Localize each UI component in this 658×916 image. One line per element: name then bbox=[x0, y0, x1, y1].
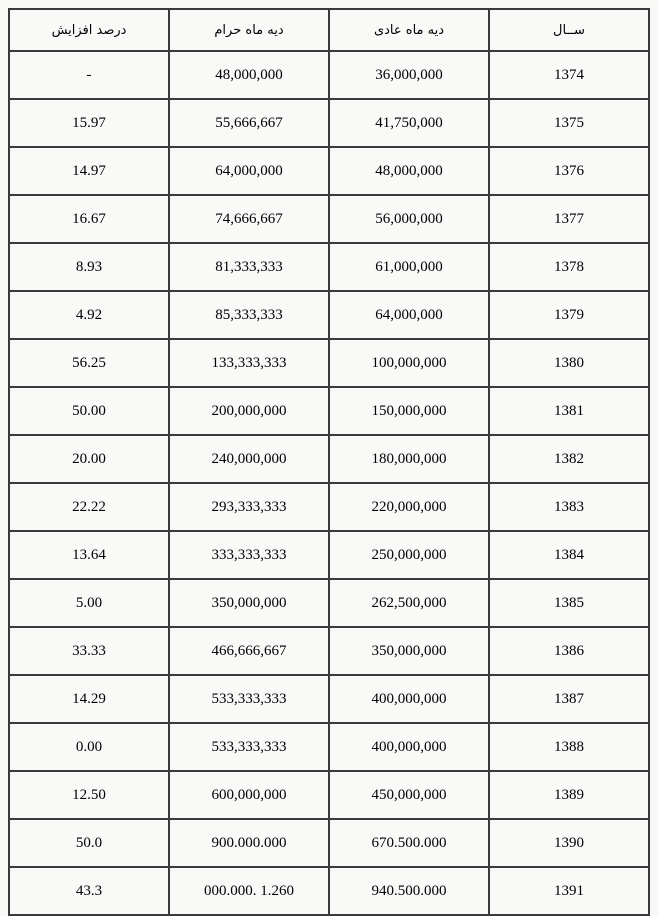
cell-year: 1376 bbox=[489, 147, 649, 195]
cell-normal: 100,000,000 bbox=[329, 339, 489, 387]
table-body bbox=[9, 51, 649, 915]
cell-year: 1384 bbox=[489, 531, 649, 579]
cell-normal: 400,000,000 bbox=[329, 675, 489, 723]
cell-haram: 85,333,333 bbox=[169, 291, 329, 339]
cell-normal: 180,000,000 bbox=[329, 435, 489, 483]
cell-normal: 262,500,000 bbox=[329, 579, 489, 627]
cell-percent: 50.0 bbox=[9, 819, 169, 867]
cell-year: 1388 bbox=[489, 723, 649, 771]
cell-normal: 670.500.000 bbox=[329, 819, 489, 867]
cell-normal: 56,000,000 bbox=[329, 195, 489, 243]
table-row bbox=[9, 579, 649, 627]
table-row bbox=[9, 867, 649, 915]
cell-haram: 533,333,333 bbox=[169, 675, 329, 723]
cell-percent: 5.00 bbox=[9, 579, 169, 627]
cell-year: 1390 bbox=[489, 819, 649, 867]
table-row bbox=[9, 291, 649, 339]
cell-percent: 12.50 bbox=[9, 771, 169, 819]
cell-haram: 64,000,000 bbox=[169, 147, 329, 195]
cell-year: 1381 bbox=[489, 387, 649, 435]
header-row bbox=[9, 9, 649, 51]
table-row bbox=[9, 531, 649, 579]
cell-year: 1385 bbox=[489, 579, 649, 627]
cell-haram: 900.000.000 bbox=[169, 819, 329, 867]
cell-percent: 56.25 bbox=[9, 339, 169, 387]
cell-haram: 55,666,667 bbox=[169, 99, 329, 147]
cell-normal: 48,000,000 bbox=[329, 147, 489, 195]
table-row bbox=[9, 675, 649, 723]
cell-percent: 15.97 bbox=[9, 99, 169, 147]
cell-percent: 4.92 bbox=[9, 291, 169, 339]
cell-haram: 533,333,333 bbox=[169, 723, 329, 771]
cell-year: 1382 bbox=[489, 435, 649, 483]
cell-haram: 350,000,000 bbox=[169, 579, 329, 627]
cell-year: 1380 bbox=[489, 339, 649, 387]
table-row bbox=[9, 723, 649, 771]
cell-haram: 48,000,000 bbox=[169, 51, 329, 99]
cell-normal: 220,000,000 bbox=[329, 483, 489, 531]
cell-haram: 293,333,333 bbox=[169, 483, 329, 531]
cell-percent: 0.00 bbox=[9, 723, 169, 771]
cell-percent: - bbox=[9, 51, 169, 99]
cell-normal: 41,750,000 bbox=[329, 99, 489, 147]
cell-year: 1391 bbox=[489, 867, 649, 915]
table-row bbox=[9, 483, 649, 531]
cell-haram: 133,333,333 bbox=[169, 339, 329, 387]
cell-normal: 350,000,000 bbox=[329, 627, 489, 675]
cell-year: 1379 bbox=[489, 291, 649, 339]
cell-year: 1389 bbox=[489, 771, 649, 819]
column-header-normal: دیه ماه عادی bbox=[329, 9, 489, 51]
cell-percent: 14.97 bbox=[9, 147, 169, 195]
cell-normal: 61,000,000 bbox=[329, 243, 489, 291]
table-row bbox=[9, 819, 649, 867]
table-row bbox=[9, 339, 649, 387]
diya-table-container bbox=[8, 8, 650, 916]
cell-percent: 16.67 bbox=[9, 195, 169, 243]
cell-haram: 466,666,667 bbox=[169, 627, 329, 675]
cell-year: 1386 bbox=[489, 627, 649, 675]
cell-normal: 64,000,000 bbox=[329, 291, 489, 339]
table-row bbox=[9, 627, 649, 675]
cell-haram: 81,333,333 bbox=[169, 243, 329, 291]
cell-year: 1374 bbox=[489, 51, 649, 99]
cell-year: 1375 bbox=[489, 99, 649, 147]
cell-percent: 43.3 bbox=[9, 867, 169, 915]
cell-normal: 450,000,000 bbox=[329, 771, 489, 819]
cell-haram: 200,000,000 bbox=[169, 387, 329, 435]
cell-haram: 240,000,000 bbox=[169, 435, 329, 483]
table-row bbox=[9, 771, 649, 819]
column-header-percent: درصد افزایش bbox=[9, 9, 169, 51]
column-header-haram: دیه ماه حرام bbox=[169, 9, 329, 51]
cell-percent: 8.93 bbox=[9, 243, 169, 291]
cell-normal: 400,000,000 bbox=[329, 723, 489, 771]
cell-percent: 33.33 bbox=[9, 627, 169, 675]
cell-haram: 333,333,333 bbox=[169, 531, 329, 579]
diya-table bbox=[8, 8, 650, 916]
column-header-year: ســال bbox=[489, 9, 649, 51]
cell-percent: 13.64 bbox=[9, 531, 169, 579]
table-row bbox=[9, 51, 649, 99]
cell-percent: 22.22 bbox=[9, 483, 169, 531]
cell-normal: 250,000,000 bbox=[329, 531, 489, 579]
cell-haram: 1.260 .000.000 bbox=[169, 867, 329, 915]
cell-percent: 50.00 bbox=[9, 387, 169, 435]
table-row bbox=[9, 147, 649, 195]
cell-haram: 600,000,000 bbox=[169, 771, 329, 819]
table-row bbox=[9, 387, 649, 435]
table-header bbox=[9, 9, 649, 51]
table-row bbox=[9, 243, 649, 291]
cell-year: 1383 bbox=[489, 483, 649, 531]
cell-normal: 36,000,000 bbox=[329, 51, 489, 99]
cell-year: 1387 bbox=[489, 675, 649, 723]
cell-normal: 150,000,000 bbox=[329, 387, 489, 435]
cell-normal: 940.500.000 bbox=[329, 867, 489, 915]
cell-percent: 20.00 bbox=[9, 435, 169, 483]
table-row bbox=[9, 99, 649, 147]
cell-year: 1378 bbox=[489, 243, 649, 291]
cell-year: 1377 bbox=[489, 195, 649, 243]
cell-haram: 74,666,667 bbox=[169, 195, 329, 243]
cell-percent: 14.29 bbox=[9, 675, 169, 723]
table-row bbox=[9, 435, 649, 483]
table-row bbox=[9, 195, 649, 243]
